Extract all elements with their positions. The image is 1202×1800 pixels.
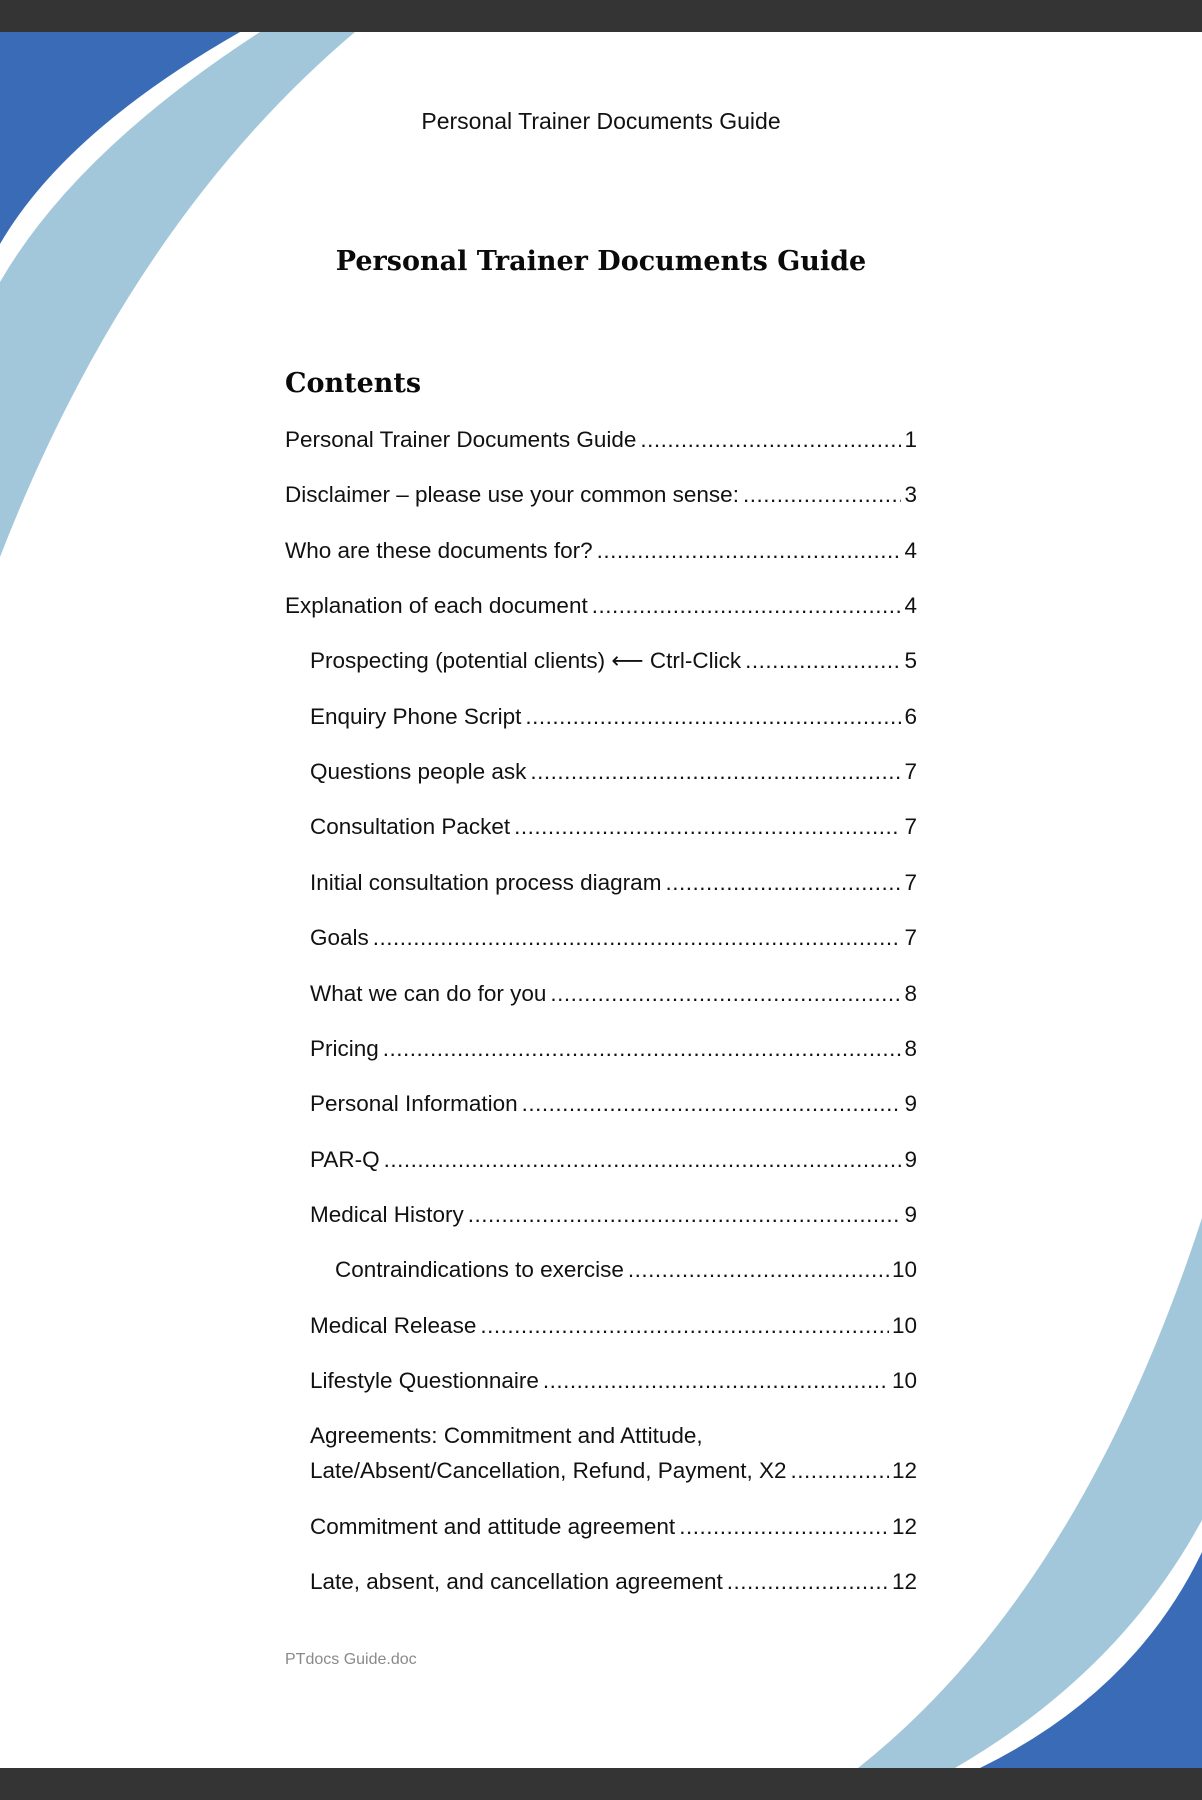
toc-entry-title: Personal Information xyxy=(310,1091,518,1116)
document-page xyxy=(0,32,1202,1768)
toc-entry[interactable] xyxy=(310,1564,917,1599)
toc-entry[interactable] xyxy=(310,865,917,900)
toc-leader-dots xyxy=(530,754,901,789)
toc-entry[interactable] xyxy=(310,809,917,844)
toc-page-number: 12 xyxy=(891,1458,917,1483)
toc-leader-dots xyxy=(480,1308,889,1343)
toc-leader-dots xyxy=(383,1031,902,1066)
toc-entry-title: Commitment and attitude agreement xyxy=(310,1514,676,1539)
toc-page-number: 4 xyxy=(904,538,917,563)
toc-entry-title: Pricing xyxy=(310,1036,379,1061)
toc-entry[interactable] xyxy=(310,1031,917,1066)
toc-page-number: 8 xyxy=(904,1036,917,1061)
toc-page-number: 10 xyxy=(891,1368,917,1393)
toc-entry[interactable] xyxy=(310,1363,917,1398)
toc-leader-dots xyxy=(525,699,901,734)
toc-entry[interactable] xyxy=(285,588,917,623)
toc-entry[interactable] xyxy=(285,422,917,457)
toc-page-number: 7 xyxy=(904,759,917,784)
table-of-contents xyxy=(0,32,1202,1768)
toc-entry[interactable] xyxy=(310,1197,917,1232)
toc-entry[interactable] xyxy=(310,1509,917,1544)
toc-page-number: 6 xyxy=(904,704,917,729)
toc-entry[interactable] xyxy=(310,754,917,789)
toc-entry-title: Disclaimer – please use your common sense: xyxy=(285,482,739,507)
toc-entry-title: Late/Absent/Cancellation, Refund, Payment, X2 xyxy=(310,1458,787,1483)
toc-entry[interactable] xyxy=(310,643,917,678)
toc-entry-title: Late, absent, and cancellation agreement xyxy=(310,1569,723,1594)
toc-entry[interactable] xyxy=(310,1453,917,1488)
toc-entry-title: Goals xyxy=(310,925,369,950)
toc-leader-dots xyxy=(597,533,902,568)
toc-entry-title: Initial consultation process diagram xyxy=(310,870,662,895)
toc-page-number: 9 xyxy=(904,1091,917,1116)
toc-leader-dots xyxy=(727,1564,889,1599)
toc-entry-title: Who are these documents for? xyxy=(285,538,593,563)
toc-entry-title: Medical History xyxy=(310,1202,464,1227)
toc-entry[interactable] xyxy=(310,1142,917,1177)
toc-page-number: 5 xyxy=(904,648,917,673)
toc-leader-dots xyxy=(592,588,902,623)
toc-entry-title: Contraindications to exercise xyxy=(335,1257,624,1282)
toc-leader-dots xyxy=(640,422,901,457)
toc-page-number: 1 xyxy=(904,427,917,452)
toc-entry-title: Consultation Packet xyxy=(310,814,511,839)
toc-entry[interactable] xyxy=(310,976,917,1011)
toc-entry[interactable] xyxy=(310,699,917,734)
toc-page-number: 7 xyxy=(904,814,917,839)
toc-leader-dots xyxy=(522,1086,902,1121)
toc-page-number: 10 xyxy=(891,1257,917,1282)
toc-page-number: 12 xyxy=(891,1514,917,1539)
toc-page-number: 7 xyxy=(904,925,917,950)
toc-entry-title: What we can do for you xyxy=(310,981,547,1006)
toc-page-number: 9 xyxy=(904,1202,917,1227)
toc-leader-dots xyxy=(384,1142,902,1177)
toc-entry-title: Prospecting (potential clients) ⟵ Ctrl-Click xyxy=(310,648,742,673)
toc-entry-title: Medical Release xyxy=(310,1313,477,1338)
footer-filename: PTdocs Guide.doc xyxy=(285,1651,417,1668)
toc-entry[interactable] xyxy=(310,1308,917,1343)
contents-heading: Contents xyxy=(285,368,422,399)
toc-entry-title: Lifestyle Questionnaire xyxy=(310,1368,539,1393)
toc-entry-title: Questions people ask xyxy=(310,759,527,784)
toc-leader-dots xyxy=(550,976,901,1011)
toc-leader-dots xyxy=(543,1363,889,1398)
toc-leader-dots xyxy=(791,1453,889,1488)
toc-leader-dots xyxy=(373,920,902,955)
toc-entry-title: Explanation of each document xyxy=(285,593,588,618)
toc-page-number: 7 xyxy=(904,870,917,895)
toc-entry[interactable] xyxy=(285,477,917,512)
toc-entry-title: Enquiry Phone Script xyxy=(310,704,522,729)
toc-page-number: 12 xyxy=(891,1569,917,1594)
toc-leader-dots xyxy=(679,1509,889,1544)
toc-entry[interactable] xyxy=(310,1086,917,1121)
toc-page-number: 10 xyxy=(891,1313,917,1338)
toc-page-number: 4 xyxy=(904,593,917,618)
toc-page-number: 8 xyxy=(904,981,917,1006)
document-title: Personal Trainer Documents Guide xyxy=(335,246,867,277)
toc-entry[interactable] xyxy=(310,920,917,955)
toc-page-number: 9 xyxy=(904,1147,917,1172)
toc-entry[interactable] xyxy=(335,1252,917,1287)
toc-leader-dots xyxy=(743,477,902,512)
toc-leader-dots xyxy=(514,809,901,844)
toc-entry-title: Personal Trainer Documents Guide xyxy=(285,427,637,452)
toc-leader-dots xyxy=(665,865,901,900)
toc-leader-dots xyxy=(745,643,901,678)
running-header: Personal Trainer Documents Guide xyxy=(421,108,781,134)
toc-entry[interactable] xyxy=(285,533,917,568)
toc-leader-dots xyxy=(468,1197,902,1232)
toc-leader-dots xyxy=(628,1252,889,1287)
toc-page-number: 3 xyxy=(904,482,917,507)
toc-entry-title: PAR-Q xyxy=(310,1147,380,1172)
toc-entry-title-line1: Agreements: Commitment and Attitude, xyxy=(310,1423,703,1448)
